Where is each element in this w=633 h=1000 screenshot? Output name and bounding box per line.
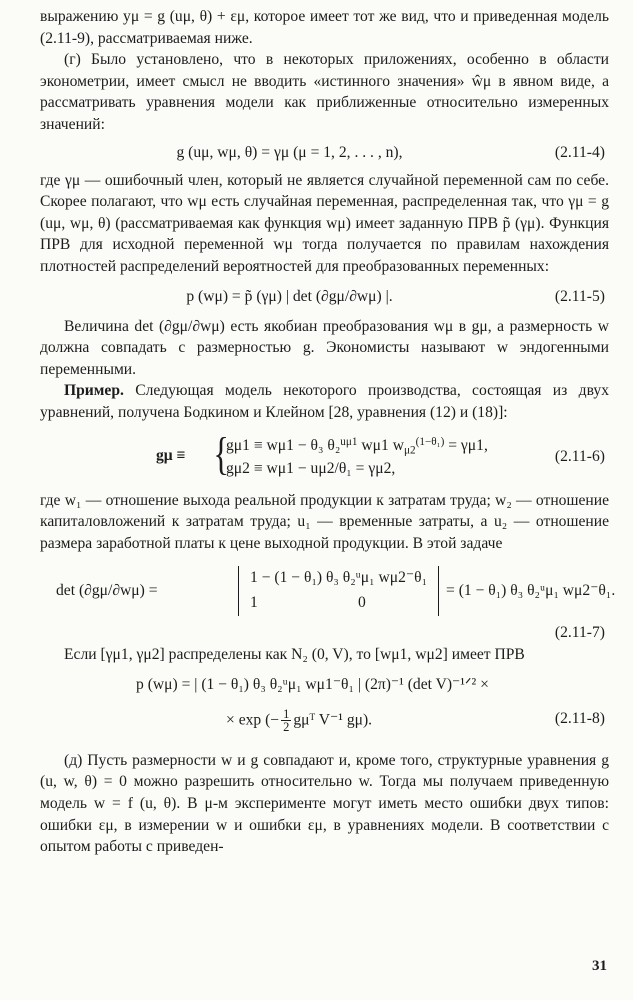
equation-2-11-8-line-2 [226, 708, 372, 734]
equation-2-11-7-number: (2.11-7) [554, 624, 605, 642]
row-1-part-c: = γμ1, [444, 436, 488, 454]
row-1-superscript-1: uμ1 [340, 435, 358, 448]
equation-2-11-5-body: p (wμ) = p̃ (γμ) | det (∂gμ/∂wμ) |. [186, 287, 393, 305]
row-1-superscript-2: (1−θ₁) [415, 435, 445, 448]
equation-2-11-4-number: (2.11-4) [554, 143, 605, 161]
equation-2-11-8-line-1: p (wμ) = | (1 − θ₁) θ₃ θ₂ᵘμ₁ wμ1⁻θ₁ | (2π)⁻¹ (det V)⁻¹ᐟ² × [136, 675, 489, 693]
row-1-part-a: gμ1 ≡ wμ1 − θ₃ θ₂ [226, 436, 341, 454]
paragraph-7: Если [γμ1, γμ2] распределены как N₂ (0, V), то [wμ1, wμ2] имеет ПРВ [64, 646, 525, 664]
equation-2-11-8-number: (2.11-8) [554, 709, 605, 727]
equation-2-11-6-lhs: gμ ≡ [156, 446, 186, 464]
equation-2-11-8 [40, 670, 609, 740]
paragraph-6: где w₁ — отношение выхода реальной продукции к затратам труда; w₂ — отношение капиталовложений к затратам труда; u₁ — временные затраты, а u₂ — отношение размера заработной платы к цене выходной продукции. В этой задаче [40, 491, 609, 552]
equation-2-11-6-number: (2.11-6) [554, 447, 605, 465]
left-brace: { [213, 427, 229, 479]
equation-2-11-7-rhs: = (1 − θ₁) θ₃ θ₂ᵘμ₁ wμ2⁻θ₁. [446, 582, 616, 600]
equation-2-11-5-number: (2.11-5) [554, 287, 605, 305]
fraction-numerator: 1 [283, 706, 290, 721]
equation-2-11-6 [40, 428, 609, 486]
equation-2-11-5 [40, 278, 609, 316]
equation-2-11-4-body: g (uμ, wμ, θ) = γμ (μ = 1, 2, . . . , n), [176, 143, 403, 161]
paragraph-8: (д) Пусть размерности w и g совпадают и, кроме того, структурные уравнения g (u, w, θ) = 0 можно разрешить относительно w. Тогда мы получаем приведенную модель w = f (u, θ). В μ-м эксперименте могут иметь место ошибки двух типов: ошибки εμ, в измерении w и ошибки εμ, в уравнениях модели. В соответствии с опытом работы с приведен- [40, 751, 609, 856]
equation-2-11-6-row-2: gμ2 ≡ wμ1 − uμ2/θ₁ = γμ2, [226, 459, 396, 477]
line-2-part-b: gμᵀ V⁻¹ gμ). [293, 711, 373, 729]
paragraph-4: Величина det (∂gμ/∂wμ) есть якобиан преобразования wμ в gμ, а размерность w должна совпадать с размерностью g. Экономисты называют w эндогенными переменными. [40, 317, 609, 378]
paragraph-1: выражению yμ = g (uμ, θ) + εμ, которое имеет тот же вид, что и приведенная модель (2.11-9), рассматриваемая ниже. [40, 8, 609, 47]
matrix-entry-11: 1 − (1 − θ₁) θ₃ θ₂ᵘμ₁ wμ2⁻θ₁ [250, 569, 428, 587]
fraction-one-half [281, 708, 291, 734]
matrix-entry-21: 1 [250, 594, 258, 612]
example-label: Пример. [64, 382, 124, 400]
determinant-right-bar [438, 566, 439, 616]
row-1-subscript: μ2 [403, 443, 416, 456]
determinant-left-bar [238, 566, 239, 616]
paragraph-2: (г) Было установлено, что в некоторых приложениях, особенно в области эконометрии, имеет смысл не вводить «истинного значения» ŵμ в явном виде, а рассматривать уравнения модели как приближенные относительно измеренных значений: [40, 51, 609, 133]
equation-2-11-7 [40, 560, 616, 622]
row-1-part-b: wμ1 w [357, 436, 404, 454]
page-number: 31 [592, 958, 607, 974]
paragraph-5 [40, 380, 609, 423]
fraction-denominator: 2 [283, 720, 290, 735]
equation-2-11-4 [40, 136, 609, 170]
line-2-part-a: × exp (− [226, 711, 280, 729]
paragraph-3: где γμ — ошибочный член, который не является случайной переменной сам по себе. Скорее полагают, что wμ есть случайная переменная, распределенная так, что γμ = g (uμ, wμ, θ) (рассматриваемая как функция wμ) имеет заданную ПРВ p̃ (γμ). Функция ПРВ для исходной переменной wμ тогда получается по правилам нахождения плотностей распределений вероятностей для преобразованных переменных: [40, 171, 609, 275]
equation-2-11-7-lhs: det (∂gμ/∂wμ) = [56, 582, 158, 600]
matrix-entry-22: 0 [358, 594, 366, 612]
paragraph-5-text: Следующая модель некоторого производства, состоящая из двух уравнений, получена Бодкином и Клейном [28, уравнения (12) и (18)]: [40, 382, 609, 421]
